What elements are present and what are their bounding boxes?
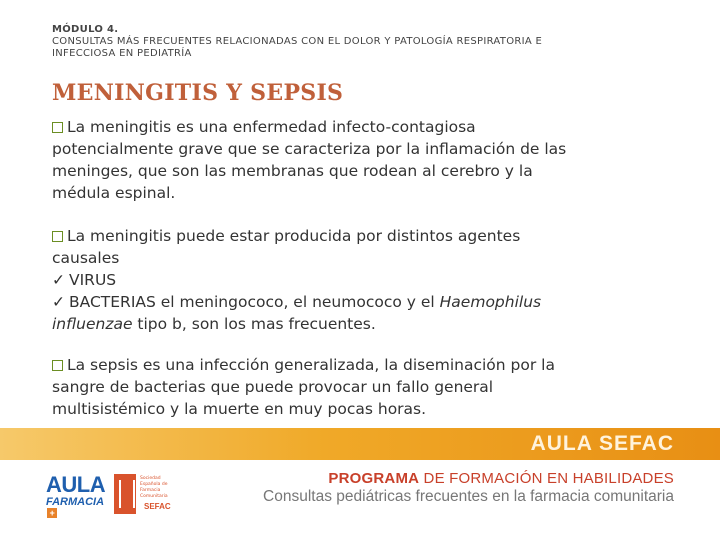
sefac-logo — [114, 472, 174, 516]
list-item-virus — [52, 269, 664, 291]
list-item-bacterias-continued — [52, 313, 664, 335]
aula-farmacia-logo — [46, 474, 104, 520]
paragraph2-line1: La meningitis puede estar producida por distintos agentes — [67, 227, 521, 245]
farmacia-logo-word: FARMACIA — [46, 496, 105, 508]
module-title-line-2: INFECCIOSA EN PEDIATRÍA — [52, 48, 192, 59]
footer — [0, 460, 720, 540]
item-bacterias-suffix: tipo b, son los mas frecuentes. — [132, 315, 376, 333]
program-title — [328, 470, 674, 487]
module-header — [52, 24, 652, 60]
checkbox-bullet-icon — [52, 231, 63, 242]
paragraph-sepsis-definition — [52, 354, 664, 420]
aula-logo-word: AULA — [46, 472, 106, 497]
sefac-mark-icon — [114, 474, 136, 514]
plus-icon: + — [47, 508, 57, 518]
list-item-bacterias — [52, 291, 664, 313]
program-subtitle: Consultas pediátricas frecuentes en la farmacia comunitaria — [263, 488, 674, 505]
checkbox-bullet-icon — [52, 360, 63, 371]
checkmark-icon: ✓ — [52, 293, 65, 311]
program-title-bold: PROGRAMA — [328, 470, 420, 487]
item-virus-label: VIRUS — [69, 271, 117, 289]
aula-sefac-banner — [0, 428, 720, 460]
paragraph3-line1: La sepsis es una infección generalizada, la diseminación por la — [67, 356, 555, 374]
paragraph-meningitis-definition — [52, 116, 664, 204]
haemophilus-italic: Haemophilus — [439, 293, 542, 311]
influenzae-italic: influenzae — [52, 315, 133, 333]
paragraph-causal-agents — [52, 225, 664, 335]
sefac-logo-word: SEFAC — [144, 502, 171, 511]
paragraph1-line4: médula espinal. — [52, 184, 176, 202]
paragraph2-line2: causales — [52, 249, 120, 267]
module-title-line-1: CONSULTAS MÁS FRECUENTES RELACIONADAS CON EL DOLOR Y PATOLOGÍA RESPIRATORIA E — [52, 36, 543, 47]
paragraph3-line2: sangre de bacterias que puede provocar un fallo general — [52, 378, 494, 396]
module-number: MÓDULO 4. — [52, 24, 119, 35]
banner-title: AULA SEFAC — [530, 432, 674, 455]
checkmark-icon: ✓ — [52, 271, 65, 289]
paragraph3-line3: multisistémico y la muerte en muy pocas horas. — [52, 400, 427, 418]
paragraph1-line3: meninges, que son las membranas que rodean al cerebro y la — [52, 162, 533, 180]
sefac-logo-caption: Sociedad Española de Farmacia Comunitaria — [140, 476, 168, 499]
paragraph1-line2: potencialmente grave que se caracteriza por la inflamación de las — [52, 140, 567, 158]
paragraph1-line1: La meningitis es una enfermedad infecto-contagiosa — [67, 118, 476, 136]
slide-title: MENINGITIS Y SEPSIS — [52, 80, 344, 106]
program-title-rest: DE FORMACIÓN EN HABILIDADES — [419, 470, 674, 487]
checkbox-bullet-icon — [52, 122, 63, 133]
item-bacterias-text: BACTERIAS el meningococo, el neumococo y el — [69, 293, 440, 311]
